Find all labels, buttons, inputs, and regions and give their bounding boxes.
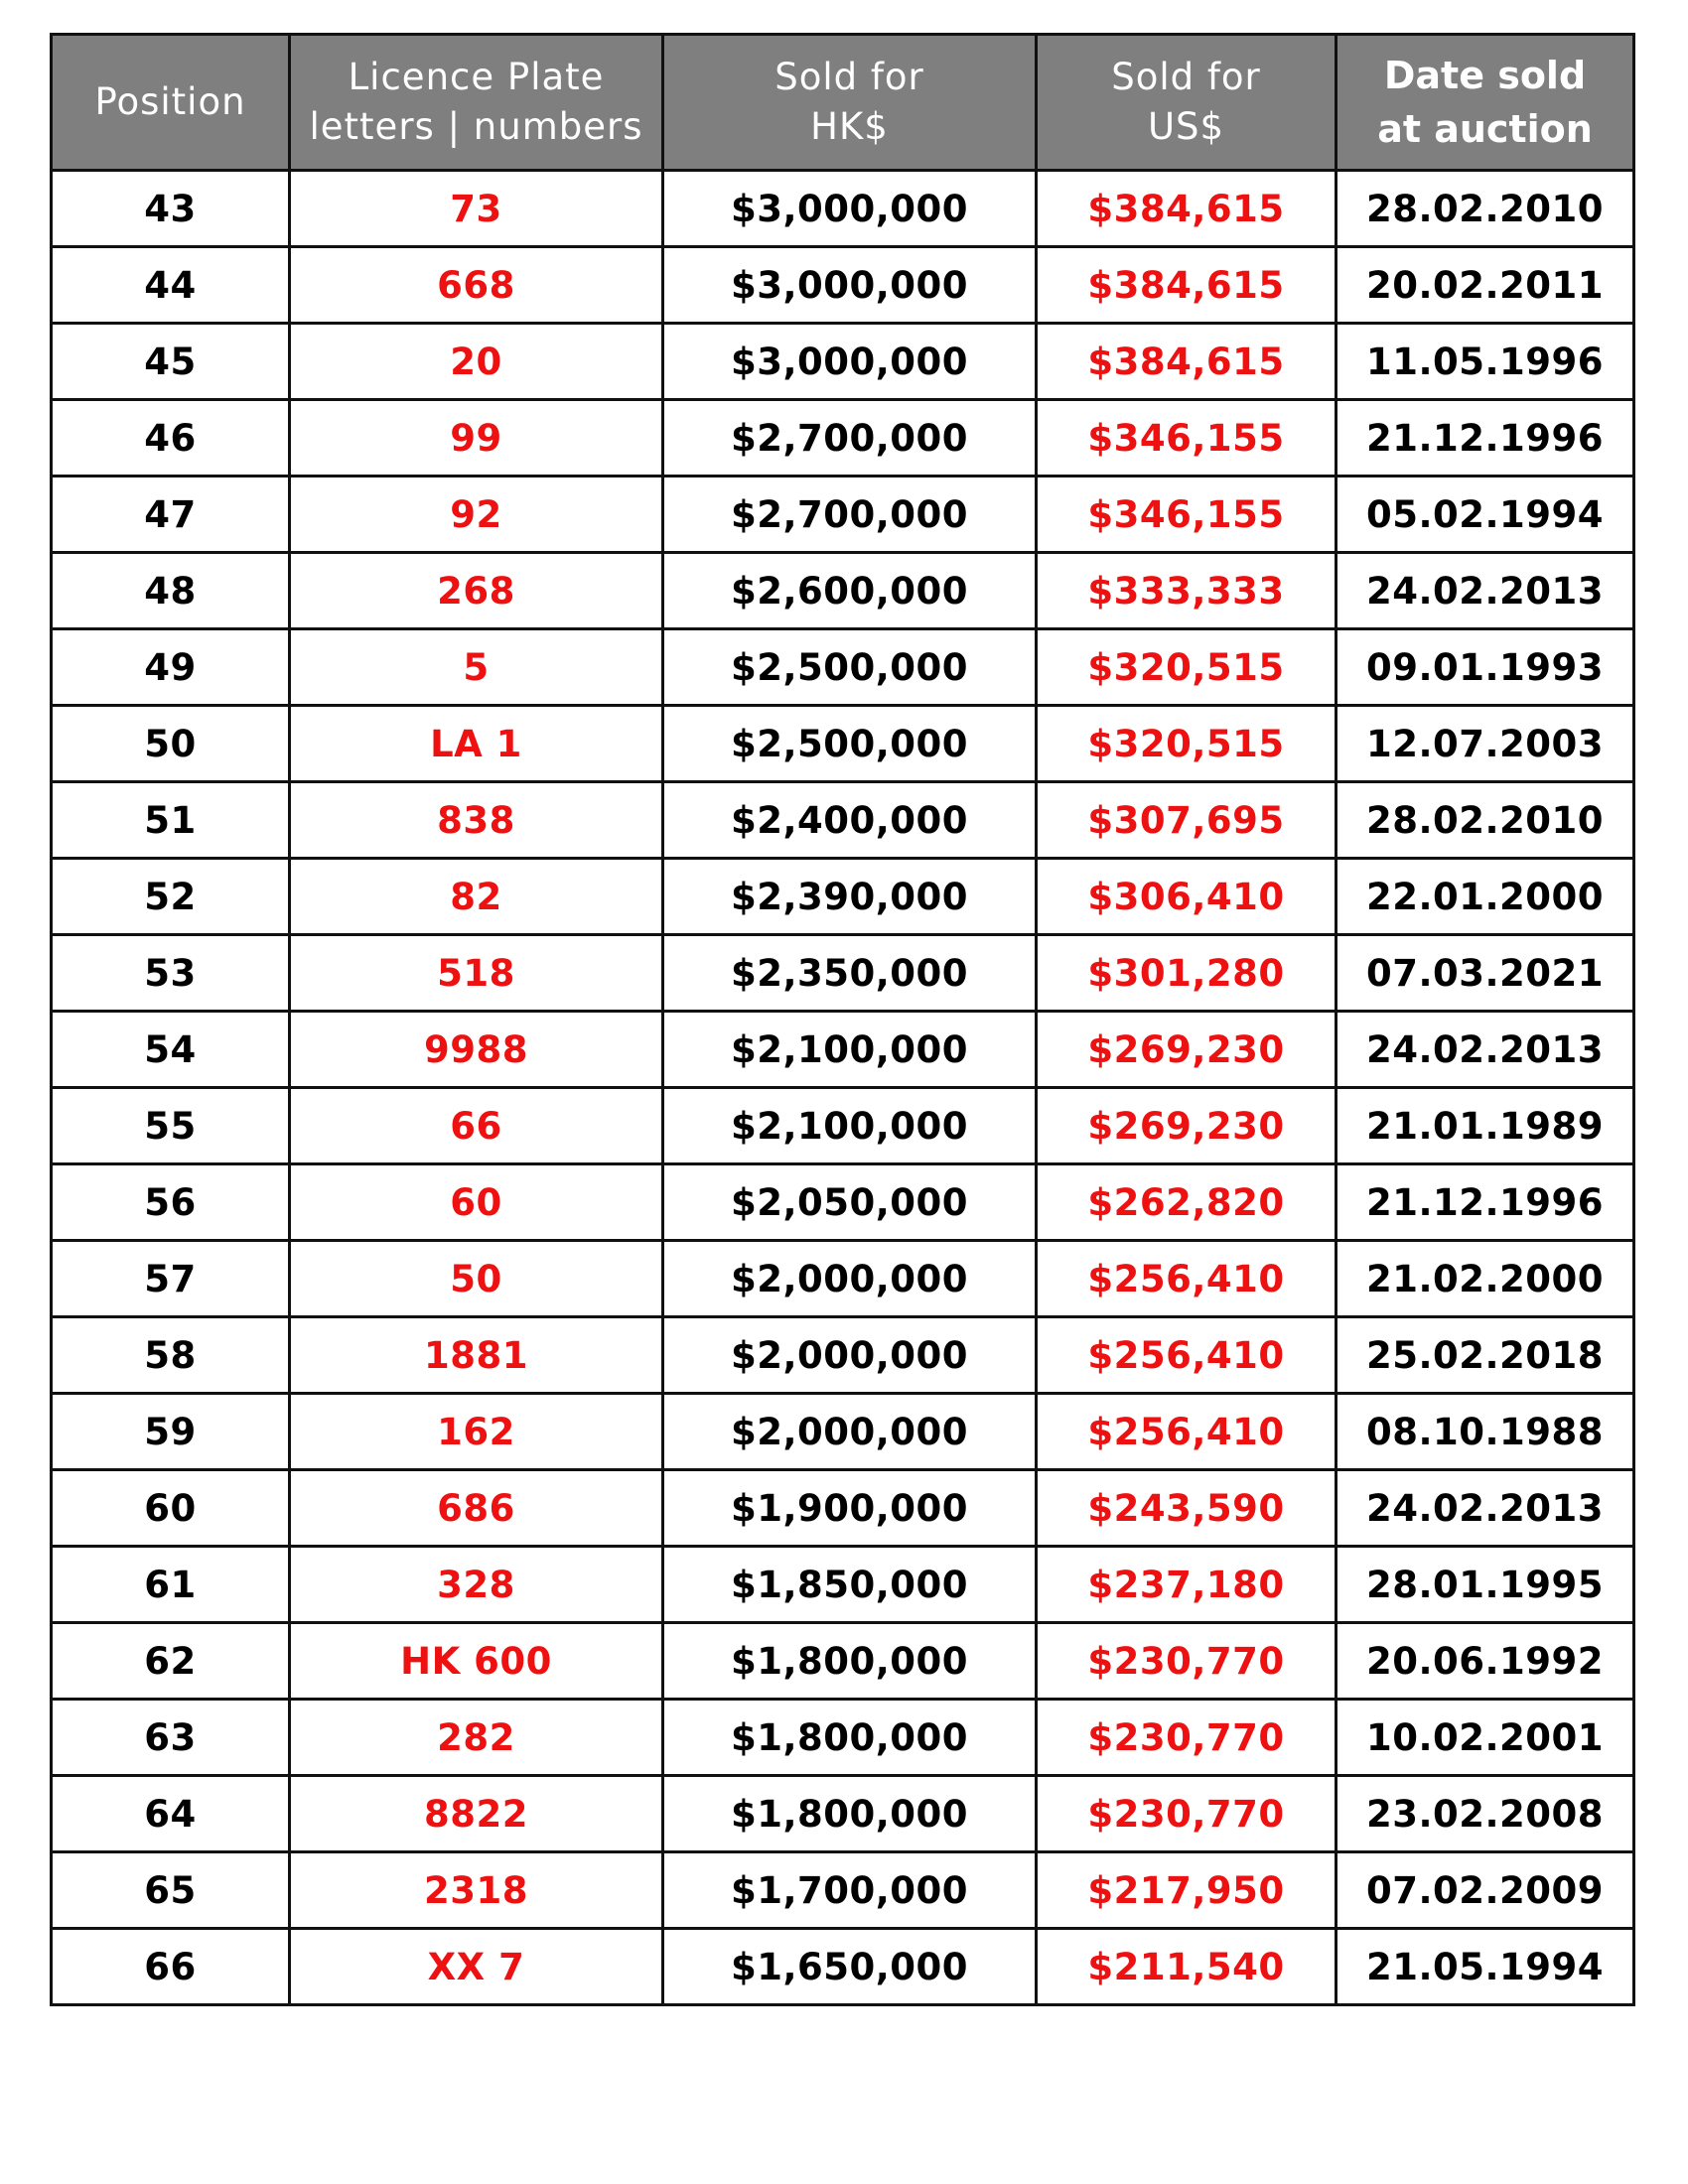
cell-licence-plate: 73 [290, 171, 663, 247]
cell-position: 62 [52, 1623, 290, 1700]
header-sold-usd-line-2: US$ [1147, 105, 1225, 148]
cell-date-sold: 08.10.1988 [1336, 1394, 1634, 1470]
cell-sold-hkd: $2,350,000 [663, 935, 1037, 1012]
cell-sold-usd: $211,540 [1037, 1929, 1336, 2005]
table-row [52, 1547, 1634, 1623]
header-position [52, 35, 290, 171]
cell-position: 60 [52, 1470, 290, 1547]
header-licence-plate [290, 35, 663, 171]
cell-sold-hkd: $3,000,000 [663, 171, 1037, 247]
cell-position: 58 [52, 1317, 290, 1394]
table-row [52, 1088, 1634, 1164]
cell-position: 46 [52, 400, 290, 477]
header-row [52, 35, 1634, 171]
cell-date-sold: 28.02.2010 [1336, 171, 1634, 247]
cell-sold-hkd: $2,000,000 [663, 1394, 1037, 1470]
cell-licence-plate: 66 [290, 1088, 663, 1164]
cell-sold-usd: $230,770 [1037, 1700, 1336, 1776]
table-row [52, 935, 1634, 1012]
cell-licence-plate: 518 [290, 935, 663, 1012]
cell-sold-usd: $237,180 [1037, 1547, 1336, 1623]
cell-position: 45 [52, 324, 290, 400]
cell-sold-hkd: $1,650,000 [663, 1929, 1037, 2005]
cell-licence-plate: 686 [290, 1470, 663, 1547]
cell-licence-plate: 9988 [290, 1012, 663, 1088]
cell-date-sold: 24.02.2013 [1336, 553, 1634, 629]
cell-sold-hkd: $2,400,000 [663, 782, 1037, 859]
table-row [52, 782, 1634, 859]
cell-licence-plate: 162 [290, 1394, 663, 1470]
header-sold-hkd [663, 35, 1037, 171]
cell-sold-usd: $256,410 [1037, 1394, 1336, 1470]
cell-sold-hkd: $2,500,000 [663, 706, 1037, 782]
cell-sold-hkd: $1,850,000 [663, 1547, 1037, 1623]
table-row [52, 1623, 1634, 1700]
cell-licence-plate: 82 [290, 859, 663, 935]
cell-date-sold: 21.05.1994 [1336, 1929, 1634, 2005]
table-header [52, 35, 1634, 171]
table-row [52, 1776, 1634, 1852]
cell-position: 64 [52, 1776, 290, 1852]
cell-licence-plate: 20 [290, 324, 663, 400]
cell-date-sold: 21.01.1989 [1336, 1088, 1634, 1164]
table-row [52, 324, 1634, 400]
cell-position: 57 [52, 1241, 290, 1317]
cell-sold-usd: $301,280 [1037, 935, 1336, 1012]
cell-sold-usd: $230,770 [1037, 1776, 1336, 1852]
cell-sold-usd: $346,155 [1037, 400, 1336, 477]
cell-date-sold: 28.01.1995 [1336, 1547, 1634, 1623]
cell-licence-plate: 92 [290, 477, 663, 553]
cell-position: 48 [52, 553, 290, 629]
cell-date-sold: 07.03.2021 [1336, 935, 1634, 1012]
cell-position: 44 [52, 247, 290, 324]
cell-licence-plate: 2318 [290, 1852, 663, 1929]
header-sold-usd [1037, 35, 1336, 171]
table-row [52, 1394, 1634, 1470]
cell-sold-usd: $307,695 [1037, 782, 1336, 859]
header-sold-hkd-line-2: HK$ [810, 105, 889, 148]
table-row [52, 1241, 1634, 1317]
cell-sold-usd: $262,820 [1037, 1164, 1336, 1241]
cell-date-sold: 09.01.1993 [1336, 629, 1634, 706]
cell-position: 43 [52, 171, 290, 247]
table-row [52, 247, 1634, 324]
table-row [52, 1700, 1634, 1776]
cell-sold-hkd: $3,000,000 [663, 324, 1037, 400]
cell-licence-plate: LA 1 [290, 706, 663, 782]
cell-date-sold: 12.07.2003 [1336, 706, 1634, 782]
cell-position: 49 [52, 629, 290, 706]
table-row [52, 629, 1634, 706]
cell-licence-plate: 668 [290, 247, 663, 324]
cell-licence-plate: 5 [290, 629, 663, 706]
cell-sold-hkd: $2,390,000 [663, 859, 1037, 935]
header-date-sold-line-1: Date sold [1383, 54, 1587, 97]
table-row [52, 1929, 1634, 2005]
cell-sold-hkd: $3,000,000 [663, 247, 1037, 324]
cell-sold-usd: $384,615 [1037, 247, 1336, 324]
header-position-line-1: Position [94, 80, 246, 123]
cell-licence-plate: 99 [290, 400, 663, 477]
cell-licence-plate: 282 [290, 1700, 663, 1776]
table-row [52, 1317, 1634, 1394]
cell-date-sold: 23.02.2008 [1336, 1776, 1634, 1852]
header-sold-usd-line-1: Sold for [1111, 56, 1261, 98]
table-body [52, 171, 1634, 2005]
cell-date-sold: 21.02.2000 [1336, 1241, 1634, 1317]
header-date-sold [1336, 35, 1634, 171]
cell-date-sold: 10.02.2001 [1336, 1700, 1634, 1776]
auction-results-sheet [50, 33, 1632, 2006]
cell-licence-plate: 60 [290, 1164, 663, 1241]
header-sold-hkd-line-1: Sold for [774, 56, 924, 98]
table-row [52, 553, 1634, 629]
cell-date-sold: 20.02.2011 [1336, 247, 1634, 324]
cell-position: 55 [52, 1088, 290, 1164]
cell-licence-plate: 838 [290, 782, 663, 859]
cell-date-sold: 25.02.2018 [1336, 1317, 1634, 1394]
cell-sold-usd: $320,515 [1037, 629, 1336, 706]
cell-date-sold: 28.02.2010 [1336, 782, 1634, 859]
cell-sold-hkd: $2,700,000 [663, 477, 1037, 553]
cell-date-sold: 11.05.1996 [1336, 324, 1634, 400]
cell-sold-hkd: $2,100,000 [663, 1012, 1037, 1088]
cell-sold-hkd: $2,000,000 [663, 1317, 1037, 1394]
table-row [52, 1164, 1634, 1241]
table-row [52, 1470, 1634, 1547]
cell-sold-usd: $384,615 [1037, 324, 1336, 400]
cell-licence-plate: 1881 [290, 1317, 663, 1394]
cell-sold-usd: $217,950 [1037, 1852, 1336, 1929]
cell-sold-usd: $256,410 [1037, 1317, 1336, 1394]
cell-sold-hkd: $1,900,000 [663, 1470, 1037, 1547]
cell-sold-hkd: $2,050,000 [663, 1164, 1037, 1241]
header-date-sold-line-2: at auction [1377, 107, 1593, 151]
cell-date-sold: 05.02.1994 [1336, 477, 1634, 553]
licence-plate-auction-table [50, 33, 1635, 2006]
cell-sold-hkd: $2,700,000 [663, 400, 1037, 477]
cell-position: 65 [52, 1852, 290, 1929]
table-row [52, 859, 1634, 935]
cell-position: 50 [52, 706, 290, 782]
cell-sold-hkd: $2,100,000 [663, 1088, 1037, 1164]
cell-position: 47 [52, 477, 290, 553]
cell-sold-usd: $333,333 [1037, 553, 1336, 629]
table-row [52, 400, 1634, 477]
cell-licence-plate: 268 [290, 553, 663, 629]
table-row [52, 477, 1634, 553]
cell-position: 54 [52, 1012, 290, 1088]
cell-licence-plate: 8822 [290, 1776, 663, 1852]
cell-sold-usd: $230,770 [1037, 1623, 1336, 1700]
cell-position: 53 [52, 935, 290, 1012]
cell-sold-usd: $269,230 [1037, 1012, 1336, 1088]
cell-date-sold: 22.01.2000 [1336, 859, 1634, 935]
cell-date-sold: 07.02.2009 [1336, 1852, 1634, 1929]
cell-position: 66 [52, 1929, 290, 2005]
cell-sold-hkd: $1,800,000 [663, 1776, 1037, 1852]
cell-licence-plate: 50 [290, 1241, 663, 1317]
cell-licence-plate: 328 [290, 1547, 663, 1623]
cell-sold-hkd: $2,600,000 [663, 553, 1037, 629]
cell-sold-usd: $320,515 [1037, 706, 1336, 782]
header-licence-plate-line-1: Licence Plate [348, 56, 605, 98]
table-row [52, 706, 1634, 782]
cell-position: 59 [52, 1394, 290, 1470]
table-row [52, 1852, 1634, 1929]
cell-sold-hkd: $2,500,000 [663, 629, 1037, 706]
cell-sold-hkd: $1,800,000 [663, 1623, 1037, 1700]
header-licence-plate-line-2: letters | numbers [309, 105, 643, 148]
cell-sold-usd: $384,615 [1037, 171, 1336, 247]
cell-sold-hkd: $1,700,000 [663, 1852, 1037, 1929]
cell-date-sold: 24.02.2013 [1336, 1012, 1634, 1088]
cell-position: 61 [52, 1547, 290, 1623]
cell-position: 52 [52, 859, 290, 935]
cell-date-sold: 24.02.2013 [1336, 1470, 1634, 1547]
cell-sold-hkd: $1,800,000 [663, 1700, 1037, 1776]
cell-position: 51 [52, 782, 290, 859]
cell-sold-usd: $243,590 [1037, 1470, 1336, 1547]
cell-sold-usd: $256,410 [1037, 1241, 1336, 1317]
cell-sold-hkd: $2,000,000 [663, 1241, 1037, 1317]
cell-date-sold: 21.12.1996 [1336, 1164, 1634, 1241]
table-row [52, 171, 1634, 247]
cell-date-sold: 21.12.1996 [1336, 400, 1634, 477]
cell-position: 63 [52, 1700, 290, 1776]
cell-sold-usd: $306,410 [1037, 859, 1336, 935]
cell-sold-usd: $269,230 [1037, 1088, 1336, 1164]
cell-position: 56 [52, 1164, 290, 1241]
cell-licence-plate: HK 600 [290, 1623, 663, 1700]
cell-date-sold: 20.06.1992 [1336, 1623, 1634, 1700]
cell-licence-plate: XX 7 [290, 1929, 663, 2005]
table-row [52, 1012, 1634, 1088]
cell-sold-usd: $346,155 [1037, 477, 1336, 553]
